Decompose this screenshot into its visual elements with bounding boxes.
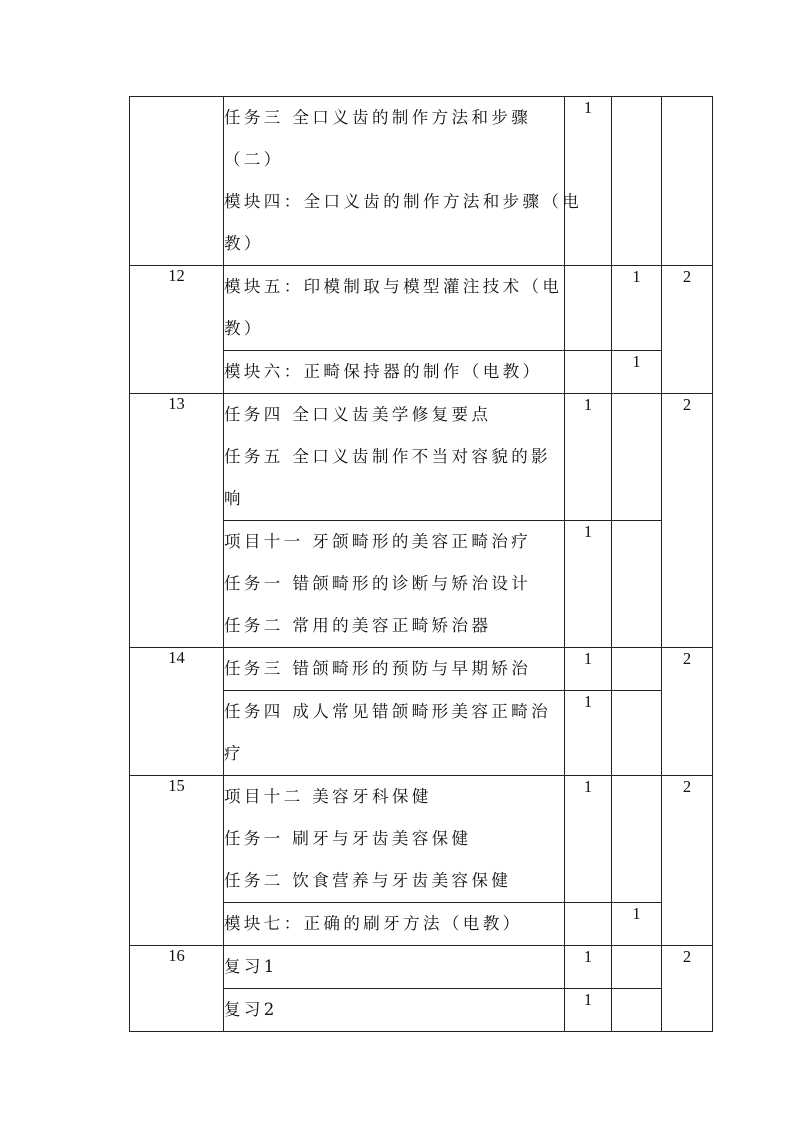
content-cell (224, 521, 565, 648)
week-cell: 13 (130, 394, 224, 648)
content-line: 响 (224, 489, 244, 508)
theory-hours-cell: 1 (565, 97, 612, 266)
content-cell (224, 394, 565, 521)
total-hours-cell: 2 (662, 946, 713, 1032)
total-hours-cell: 2 (662, 394, 713, 648)
practice-hours-cell (612, 691, 662, 776)
content-line: 任务一 错颌畸形的诊断与矫治设计 (224, 574, 532, 593)
content-line: 项目十一 牙颌畸形的美容正畸治疗 (224, 532, 532, 551)
theory-hours-cell: 1 (565, 691, 612, 776)
total-hours-cell: 2 (662, 266, 713, 394)
content-cell (224, 648, 565, 691)
content-cell (224, 989, 565, 1032)
content-line: 模块七：正确的刷牙方法（电教） (224, 914, 523, 933)
content-line: 复习1 (224, 957, 278, 976)
content-line: 模块五：印模制取与模型灌注技术（电 (224, 277, 563, 296)
content-line: 任务一 刷牙与牙齿美容保健 (224, 829, 472, 848)
theory-hours-cell: 1 (565, 521, 612, 648)
practice-hours-cell (612, 521, 662, 648)
theory-hours-cell: 1 (565, 946, 612, 989)
content-line: 任务五 全口义齿制作不当对容貌的影 (224, 447, 552, 466)
practice-hours-cell (612, 776, 662, 903)
total-hours-cell (662, 97, 713, 266)
content-line: 教） (224, 234, 264, 253)
content-line: 模块六：正畸保持器的制作（电教） (224, 362, 543, 381)
content-line: 任务三 全口义齿的制作方法和步骤 (224, 108, 532, 127)
practice-hours-cell (612, 97, 662, 266)
course-schedule-table (129, 96, 713, 1032)
practice-hours-cell (612, 394, 662, 521)
table-row (130, 97, 713, 266)
practice-hours-cell (612, 648, 662, 691)
content-line: 教） (224, 319, 264, 338)
content-line: 项目十二 美容牙科保健 (224, 787, 432, 806)
theory-hours-cell (565, 903, 612, 946)
week-cell: 15 (130, 776, 224, 946)
content-cell (224, 351, 565, 394)
week-cell: 14 (130, 648, 224, 776)
theory-hours-cell (565, 351, 612, 394)
week-cell (130, 97, 224, 266)
practice-hours-cell: 1 (612, 266, 662, 351)
content-line: 疗 (224, 744, 244, 763)
content-line: 任务四 成人常见错颌畸形美容正畸治 (224, 702, 552, 721)
content-cell (224, 97, 583, 266)
table-row (130, 394, 713, 521)
week-cell: 16 (130, 946, 224, 1032)
content-line: 复习2 (224, 1000, 278, 1019)
week-cell: 12 (130, 266, 224, 394)
content-line: 任务三 错颌畸形的预防与早期矫治 (224, 659, 532, 678)
total-hours-cell: 2 (662, 648, 713, 776)
table-row (130, 266, 713, 351)
total-hours-cell: 2 (662, 776, 713, 946)
table-row (130, 648, 713, 691)
content-line: （二） (224, 150, 284, 169)
content-cell (224, 266, 565, 351)
content-cell (224, 903, 565, 946)
content-cell (224, 691, 565, 776)
practice-hours-cell (612, 989, 662, 1032)
theory-hours-cell (565, 266, 612, 351)
practice-hours-cell: 1 (612, 351, 662, 394)
table-row (130, 776, 713, 903)
table-row (130, 946, 713, 989)
content-cell (224, 946, 565, 989)
content-line: 任务四 全口义齿美学修复要点 (224, 405, 492, 424)
practice-hours-cell (612, 946, 662, 989)
content-cell (224, 776, 565, 903)
content-line: 模块四：全口义齿的制作方法和步骤（电 (224, 192, 583, 211)
theory-hours-cell: 1 (565, 648, 612, 691)
content-line: 任务二 常用的美容正畸矫治器 (224, 616, 492, 635)
theory-hours-cell: 1 (565, 776, 612, 903)
theory-hours-cell: 1 (565, 989, 612, 1032)
practice-hours-cell: 1 (612, 903, 662, 946)
content-line: 任务二 饮食营养与牙齿美容保健 (224, 871, 512, 890)
theory-hours-cell: 1 (565, 394, 612, 521)
